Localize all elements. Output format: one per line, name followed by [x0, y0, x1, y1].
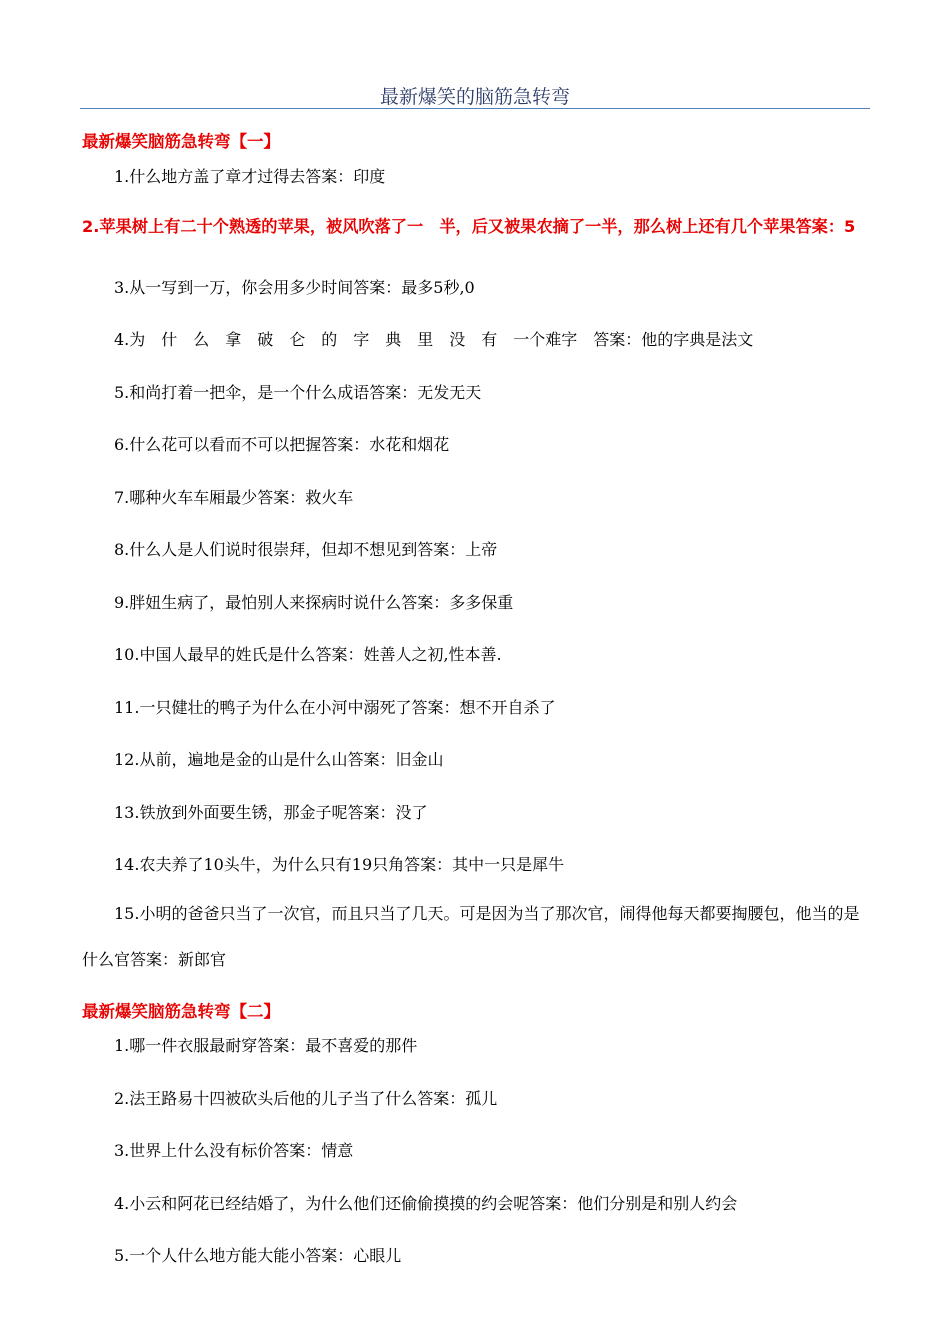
- question-item: 7.哪种火车车厢最少答案：救火车: [114, 488, 354, 507]
- question-item: 12.从前，遍地是金的山是什么山答案：旧金山: [114, 750, 444, 769]
- question-item: 1.哪一件衣服最耐穿答案：最不喜爱的那件: [114, 1036, 418, 1055]
- question-item-highlighted: 2.苹果树上有二十个熟透的苹果，被风吹落了一 半，后又被果农摘了一半，那么树上还有几个苹果答案：5: [82, 217, 856, 236]
- question-item: 11.一只健壮的鸭子为什么在小河中溺死了答案：想不开自杀了: [114, 698, 556, 717]
- question-item: 4.为 什 么 拿 破 仑 的 字 典 里 没 有 一个难字 答案：他的字典是法文: [114, 330, 754, 349]
- question-item: 2.法王路易十四被砍头后他的儿子当了什么答案：孤儿: [114, 1089, 498, 1108]
- question-item: 4.小云和阿花已经结婚了，为什么他们还偷偷摸摸的约会呢答案：他们分别是和别人约会: [114, 1194, 738, 1213]
- question-item-multiline: 15.小明的爸爸只当了一次官，而且只当了几天。可是因为当了那次官，闹得他每天都要掏腰包，他当的是什么官答案：新郎官: [82, 904, 860, 969]
- document-title: 最新爆笑的脑筋急转弯: [379, 86, 570, 108]
- question-item: 8.什么人是人们说时很崇拜，但却不想见到答案：上帝: [114, 540, 498, 559]
- header-rule: [80, 108, 870, 109]
- question-item: 6.什么花可以看而不可以把握答案：水花和烟花: [114, 435, 450, 454]
- question-item: 5.一个人什么地方能大能小答案：心眼儿: [114, 1246, 402, 1265]
- question-item: 13.铁放到外面要生锈，那金子呢答案：没了: [114, 803, 428, 822]
- question-item: 10.中国人最早的姓氏是什么答案：姓善人之初,性本善.: [114, 645, 502, 664]
- section-heading-1: 最新爆笑脑筋急转弯【一】: [82, 132, 280, 151]
- question-item: 5.和尚打着一把伞，是一个什么成语答案：无发无天: [114, 383, 482, 402]
- question-item: 1.什么地方盖了章才过得去答案：印度: [114, 167, 386, 186]
- question-item: 14.农夫养了10头牛，为什么只有19只角答案：其中一只是犀牛: [114, 855, 565, 874]
- question-item: 3.世界上什么没有标价答案：情意: [114, 1141, 354, 1160]
- question-item: 9.胖妞生病了，最怕别人来探病时说什么答案：多多保重: [114, 593, 514, 612]
- question-item: 3.从一写到一万，你会用多少时间答案：最多5秒,0: [114, 278, 475, 297]
- section-heading-2: 最新爆笑脑筋急转弯【二】: [82, 1002, 280, 1021]
